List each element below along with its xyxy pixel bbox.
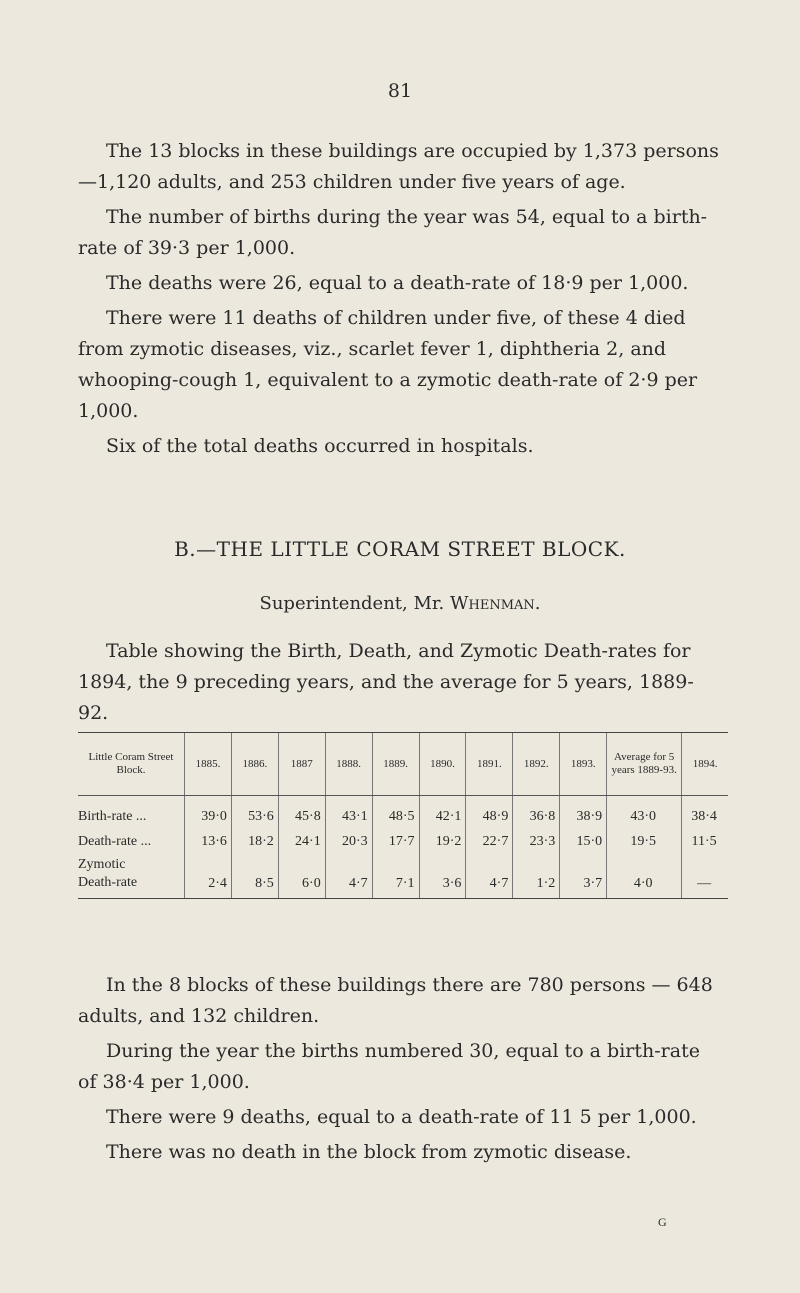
paragraph: During the year the births numbered 30, equal to a birth-rate of 38·4 per 1,000. (78, 1040, 700, 1093)
table-cell: 53·6 (231, 796, 278, 829)
paragraph: There were 9 deaths, equal to a death-rate of 11 5 per 1,000. (106, 1106, 697, 1128)
column-header: Little Coram Street Block. (78, 733, 185, 796)
paragraph: Table showing the Birth, Death, and Zymotic Death-rates for 1894, the 9 preceding years, and the average for 5 years, 1889-92. (78, 640, 694, 724)
column-header: 1892. (513, 733, 560, 796)
row-label: Birth-rate ... (78, 809, 147, 824)
table-cell: 23·3 (513, 828, 560, 853)
table-cell: 8·5 (231, 853, 278, 898)
table-cell: 39·0 (185, 796, 232, 829)
column-header: 1893. (560, 733, 607, 796)
row-label (78, 853, 185, 898)
table-cell: 18·2 (231, 828, 278, 853)
row-label: Death-rate ... (78, 834, 152, 849)
superintendent-line (0, 593, 800, 614)
table-cell: 15·0 (560, 828, 607, 853)
column-header: Average for 5 years 1889-93. (607, 733, 682, 796)
table-cell: 45·8 (278, 796, 325, 829)
table-cell: 6·0 (278, 853, 325, 898)
table-cell: 7·1 (372, 853, 419, 898)
table-row-death-rate (78, 828, 728, 853)
table-cell: 4·7 (325, 853, 372, 898)
table-cell: 4·7 (466, 853, 513, 898)
closing-text (78, 970, 720, 1172)
table-cell: 4·0 (607, 853, 682, 898)
paragraph: Six of the total deaths occurred in hospitals. (106, 435, 534, 457)
column-header: 1889. (372, 733, 419, 796)
table-cell: 13·6 (185, 828, 232, 853)
table-cell: 11·5 (682, 828, 728, 853)
table-header-row (78, 733, 728, 796)
table-row-birth-rate (78, 796, 728, 829)
column-header: 1891. (466, 733, 513, 796)
table-cell: 19·2 (419, 828, 466, 853)
table-cell: 20·3 (325, 828, 372, 853)
column-header: 1887 (278, 733, 325, 796)
page-number: 81 (387, 80, 413, 102)
table-cell: 43·1 (325, 796, 372, 829)
paragraph: There were 11 deaths of children under five, of these 4 died from zymotic diseases, viz., scarlet fever 1, diphtheria 2, and whooping-cough 1, equivalent to a zymotic death-rate of 2·9 per 1,000. (78, 307, 698, 422)
table-cell: 48·9 (466, 796, 513, 829)
column-header: 1890. (419, 733, 466, 796)
table-cell: 1·2 (513, 853, 560, 898)
section-heading: B.—THE LITTLE CORAM STREET BLOCK. (174, 537, 626, 561)
superintendent-prefix: Superintendent, Mr. (259, 593, 445, 614)
table-cell: — (682, 853, 728, 898)
paragraph: The deaths were 26, equal to a death-rate of 18·9 per 1,000. (106, 272, 689, 294)
paragraph: The number of births during the year was 54, equal to a birth-rate of 39·3 per 1,000. (78, 206, 708, 259)
paragraph: There was no death in the block from zymotic disease. (106, 1141, 632, 1163)
rates-table-container (78, 732, 728, 899)
rates-table (78, 733, 728, 898)
column-header: 1894. (682, 733, 728, 796)
superintendent-name: Whenman. (450, 593, 541, 614)
table-cell: 43·0 (607, 796, 682, 829)
paragraph: In the 8 blocks of these buildings there are 780 persons — 648 adults, and 132 children. (78, 974, 713, 1027)
row-label-line: Death-rate (78, 875, 138, 890)
table-cell: 48·5 (372, 796, 419, 829)
signature-mark: G (658, 1215, 667, 1229)
table-row-zymotic-death-rate (78, 853, 728, 898)
table-cell: 22·7 (466, 828, 513, 853)
paragraph: The 13 blocks in these buildings are occupied by 1,373 persons—1,120 adults, and 253 children under five years of age. (78, 140, 719, 193)
table-cell: 17·7 (372, 828, 419, 853)
table-cell: 19·5 (607, 828, 682, 853)
table-cell: 42·1 (419, 796, 466, 829)
table-cell: 24·1 (278, 828, 325, 853)
table-cell: 3·7 (560, 853, 607, 898)
column-header: 1885. (185, 733, 232, 796)
table-cell: 38·4 (682, 796, 728, 829)
table-cell: 36·8 (513, 796, 560, 829)
table-cell: 2·4 (185, 853, 232, 898)
table-caption (78, 636, 720, 733)
row-label-line: Zymotic (78, 857, 126, 872)
table-cell: 38·9 (560, 796, 607, 829)
intro-text (78, 136, 720, 466)
column-header: 1886. (231, 733, 278, 796)
column-header: 1888. (325, 733, 372, 796)
table-cell: 3·6 (419, 853, 466, 898)
